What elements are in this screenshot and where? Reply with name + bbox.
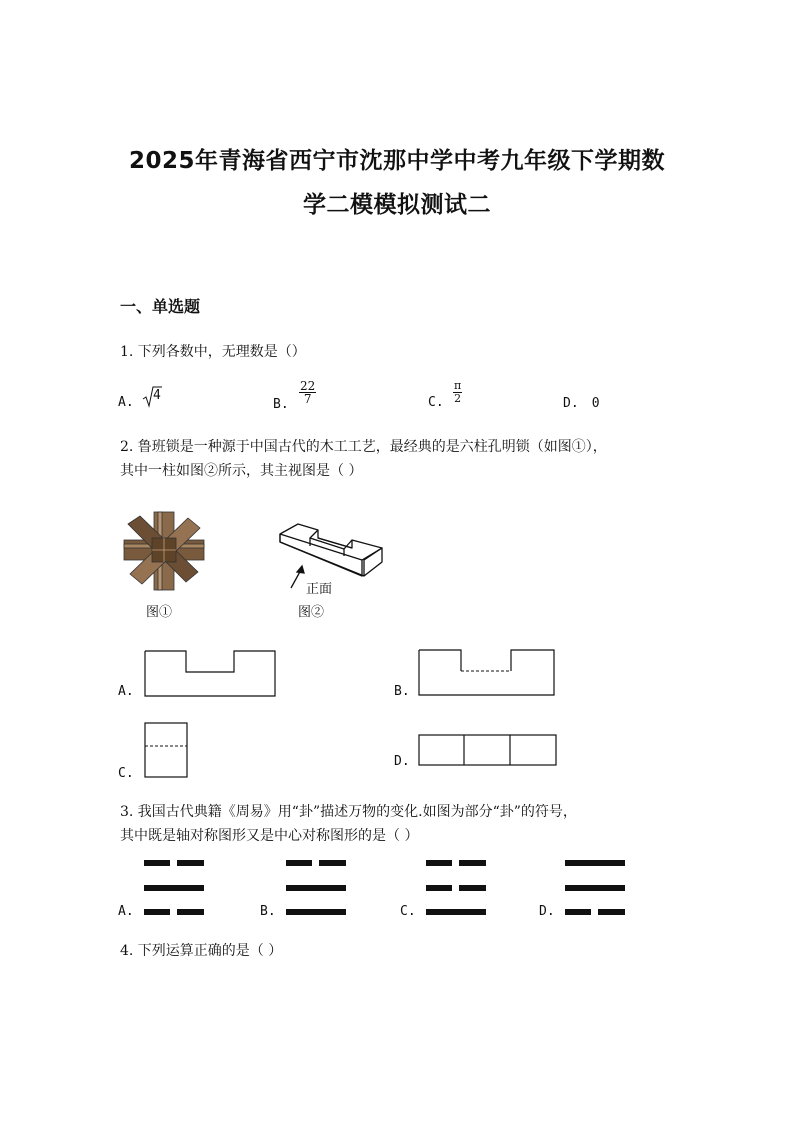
q2-option-a-label: A. (118, 684, 134, 699)
luban-lock-figure (118, 510, 210, 592)
q1-option-b-numerator: 22 (300, 379, 316, 393)
q2-option-d-label: D. (394, 754, 410, 769)
trigram-a-icon (144, 860, 204, 920)
section-heading: 一、单选题 (120, 297, 201, 316)
trigram-d-icon (565, 860, 625, 920)
q1-option-b-fraction (299, 380, 316, 405)
q2-option-d-view (418, 734, 558, 766)
q1-option-c-fraction (453, 380, 462, 405)
q3-option-c-label: C. (400, 904, 416, 919)
q3-option-a-label: A. (118, 904, 134, 919)
q1-option-a-radicand: 4 (153, 388, 161, 403)
q1-option-d-value: 0 (591, 396, 600, 411)
q2-option-a-view (144, 650, 276, 698)
q1-option-b-denominator: 7 (303, 392, 312, 406)
page-title-line1: 2025年青海省西宁市沈那中学中考九年级下学期数 (128, 148, 665, 174)
front-arrow-icon (291, 566, 304, 588)
q2-option-b-label: B. (394, 684, 410, 699)
q2-option-c-label: C. (118, 766, 134, 781)
question-2-stem-line1: 2. 鲁班锁是一种源于中国古代的木工工艺，最经典的是六柱孔明锁（如图①）， (120, 439, 607, 455)
q1-option-d-label: D. (563, 396, 579, 411)
question-1-stem: 1. 下列各数中，无理数是（） (120, 344, 306, 360)
q1-option-c-numerator: π (454, 379, 462, 392)
q2-option-c-view (144, 722, 188, 778)
figure-2-caption: 图② (298, 605, 325, 620)
q3-option-d-label: D. (539, 904, 555, 919)
q1-option-c-label: C. (428, 395, 444, 410)
q2-option-b-view (418, 649, 556, 697)
question-3-stem-line2: 其中既是轴对称图形又是中心对称图形的是（ ） (120, 828, 419, 844)
question-4-stem: 4. 下列运算正确的是（ ） (120, 943, 283, 959)
q1-option-d (563, 392, 600, 411)
question-2-stem-line2: 其中一柱如图②所示，其主视图是（ ） (120, 463, 363, 479)
q1-option-a-label: A. (118, 395, 134, 410)
pillar-figure (278, 516, 388, 606)
q1-option-b-label: B. (273, 397, 289, 412)
front-label: 正面 (306, 582, 333, 597)
q1-option-c-denominator: 2 (454, 392, 462, 405)
trigram-c-icon (426, 860, 486, 920)
page-title-line2: 学二模模拟测试二 (303, 192, 491, 218)
figure-1-caption: 图① (146, 605, 173, 620)
q3-option-b-label: B. (260, 904, 276, 919)
question-3-stem-line1: 3. 我国古代典籍《周易》用“卦”描述万物的变化.如图为部分“卦”的符号， (120, 804, 577, 820)
trigram-b-icon (286, 860, 346, 920)
